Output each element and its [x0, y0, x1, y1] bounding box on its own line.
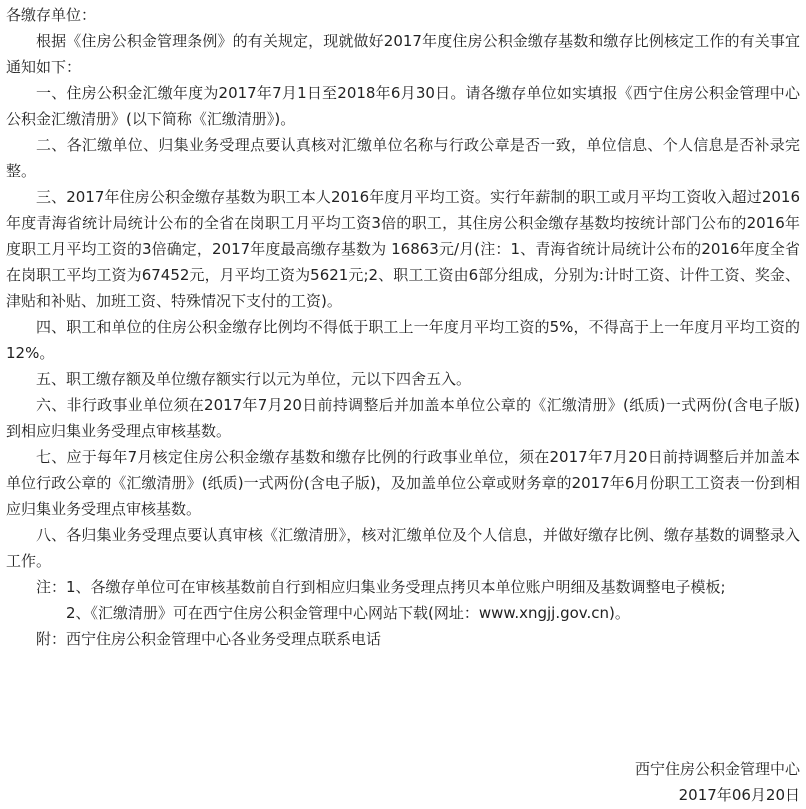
- note-1: 注：1、各缴存单位可在审核基数前自行到相应归集业务受理点拷贝本单位账户明细及基数调整电子模板;: [36, 578, 726, 596]
- paragraph-item-5: 五、职工缴存额及单位缴存额实行以元为单位，元以下四舍五入。: [36, 370, 472, 388]
- paragraph-item-3: 三、2017年住房公积金缴存基数为职工本人2016年度月平均工资。实行年薪制的职工或月平均工资收入超过2016年度青海省统计局统计公布的全省在岗职工月平均工资3倍的职工，其住房公积金缴存基数均按统计部门公布的2016年度职工月平均工资的3倍确定，2017年度最高缴存基数为 16863元/月(注：1、青海省统计局统计公布的2016年度全省在岗职工平均工资为67452元，月平均工资为5621元;2、职工工资由6部分组成，分别为:计时工资、计件工资、奖金、津贴和补贴、加班工资、特殊情况下支付的工资)。: [6, 188, 800, 310]
- note-2: 2、《汇缴清册》可在西宁住房公积金管理中心网站下载(网址：www.xngjj.gov.cn)。: [66, 604, 630, 622]
- attachment-line: 附：西宁住房公积金管理中心各业务受理点联系电话: [36, 630, 382, 648]
- paragraph-item-7: 七、应于每年7月核定住房公积金缴存基数和缴存比例的行政事业单位，须在2017年7月20日前持调整后并加盖本单位行政公章的《汇缴清册》(纸质)一式两份(含电子版)，及加盖单位公章或财务章的2017年6月份职工工资表一份到相应归集业务受理点审核基数。: [6, 448, 800, 518]
- signature-block: [635, 756, 800, 808]
- paragraph-item-6: 六、非行政事业单位须在2017年7月20日前持调整后并加盖本单位公章的《汇缴清册》(纸质)一式两份(含电子版)到相应归集业务受理点审核基数。: [6, 396, 800, 440]
- paragraph-item-1: 一、住房公积金汇缴年度为2017年7月1日至2018年6月30日。请各缴存单位如实填报《西宁住房公积金管理中心公积金汇缴清册》(以下简称《汇缴清册》)。: [6, 84, 800, 128]
- paragraph-item-8: 八、各归集业务受理点要认真审核《汇缴清册》，核对汇缴单位及个人信息，并做好缴存比例、缴存基数的调整录入工作。: [6, 526, 800, 570]
- signature: 西宁住房公积金管理中心: [634, 760, 800, 778]
- paragraph-intro: 根据《住房公积金管理条例》的有关规定，现就做好2017年度住房公积金缴存基数和缴存比例核定工作的有关事宜通知如下：: [6, 32, 800, 76]
- issue-date: 2017年06月20日: [678, 786, 800, 804]
- paragraph-item-4: 四、职工和单位的住房公积金缴存比例均不得低于职工上一年度月平均工资的5%，不得高于上一年度月平均工资的12%。: [6, 318, 800, 362]
- paragraph-item-2: 二、各汇缴单位、归集业务受理点要认真核对汇缴单位名称与行政公章是否一致，单位信息、个人信息是否补录完整。: [6, 136, 800, 180]
- greeting: 各缴存单位：: [6, 6, 97, 24]
